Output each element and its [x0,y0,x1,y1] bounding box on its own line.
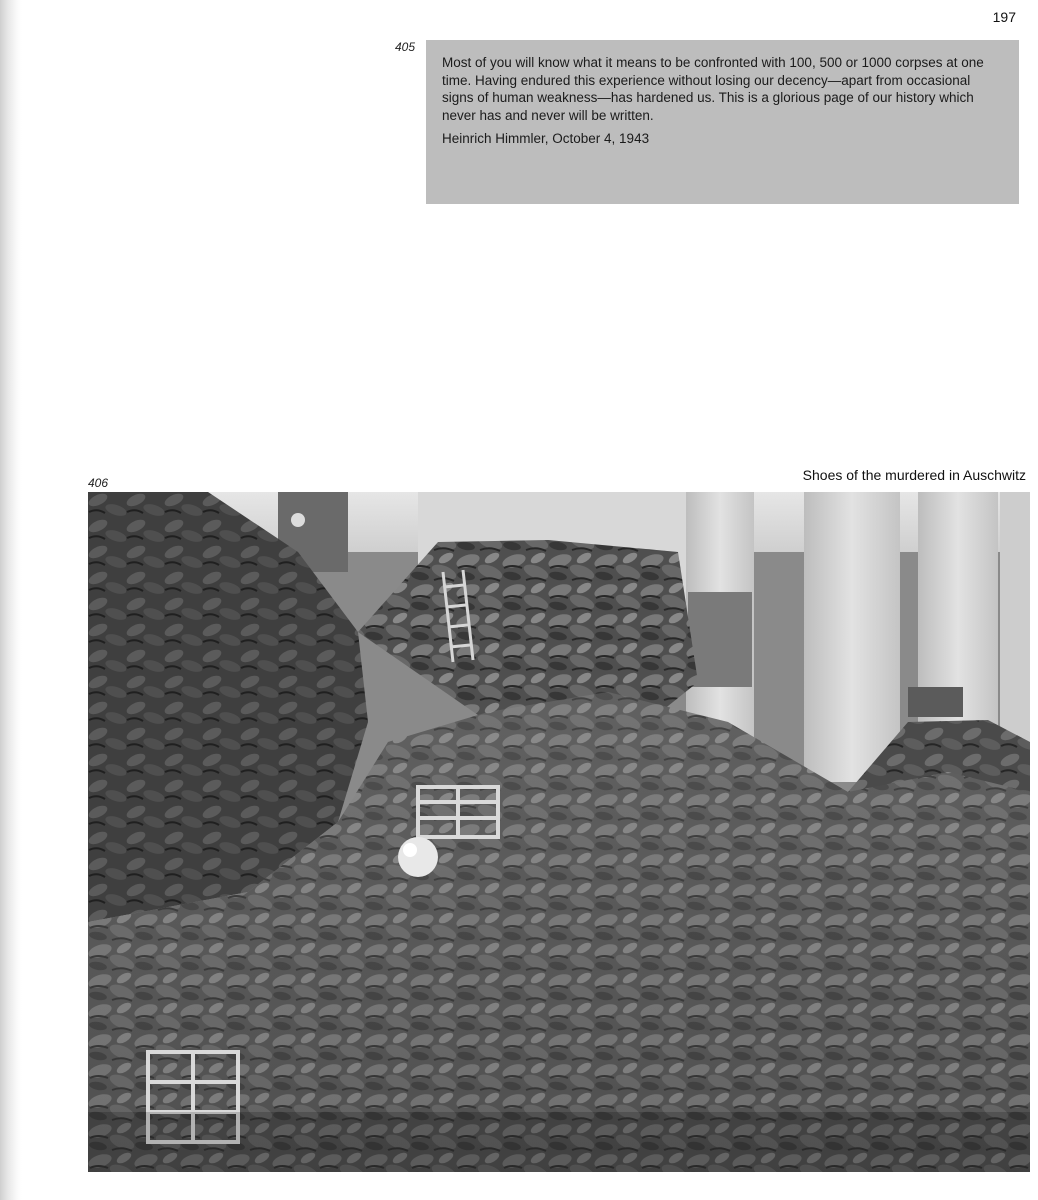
pile-of-shoes-photo [88,492,1030,1172]
photo-caption: Shoes of the murdered in Auschwitz [802,467,1026,483]
quote-text: Most of you will know what it means to be confronted with 100, 500 or 1000 corpses at one time. Having endured this experience without losing our decency—apart from occasional signs of human weakness—has hardened us. This is a glorious page of our history which never has and never will be written. [442,55,984,123]
quote-attribution: Heinrich Himmler, October 4, 1943 [442,131,650,146]
page-gutter-shadow [0,0,22,1200]
page-number: 197 [992,9,1016,25]
figure-406-number: 406 [88,476,109,490]
figure-405-number: 405 [395,40,416,54]
quote-box [426,40,1019,204]
